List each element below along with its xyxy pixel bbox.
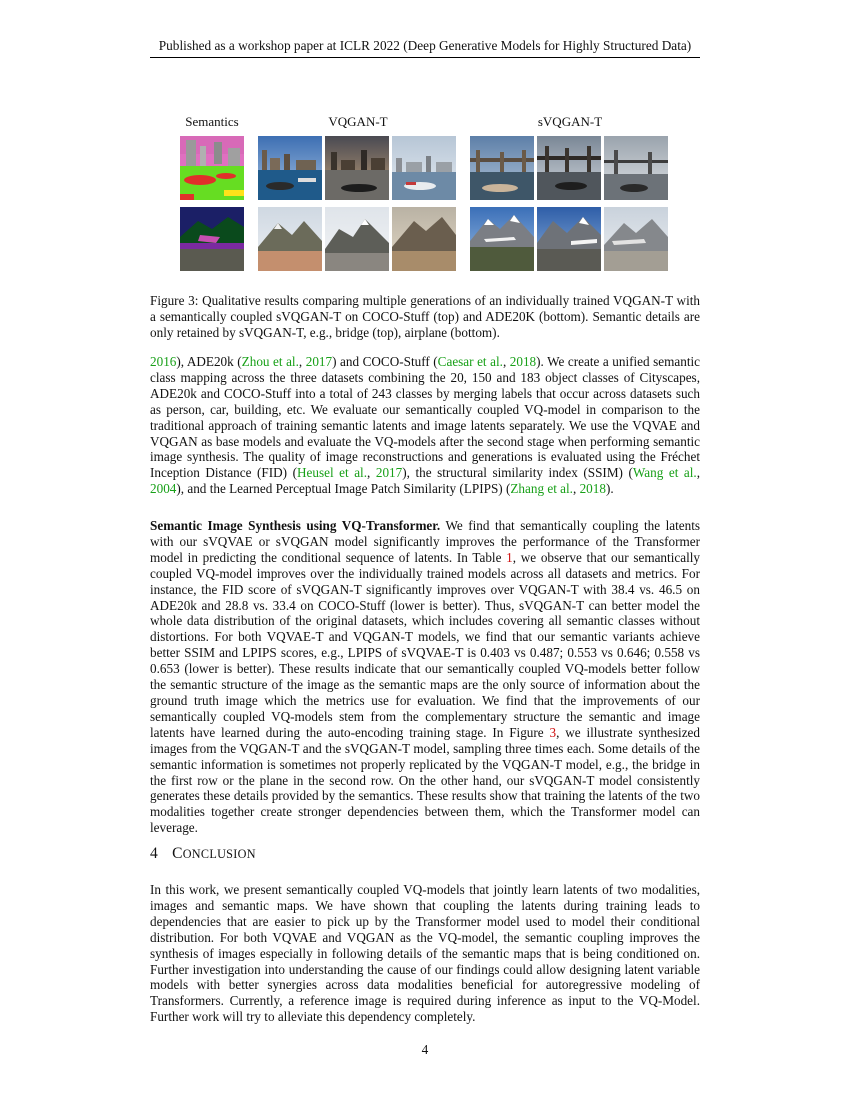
citation-link[interactable]: Zhou et al.	[241, 354, 299, 369]
vqgan-sample-1-row-1	[258, 136, 322, 200]
svqgan-sample-1-row-1	[470, 136, 534, 200]
citation-link[interactable]: 2017	[375, 465, 403, 481]
figure-label-svqgan: sVQGAN-T	[537, 114, 603, 129]
citation-link[interactable]: 2018	[579, 481, 606, 497]
citation-link[interactable]: 2016	[150, 354, 177, 369]
citation-link[interactable]: 2017	[305, 354, 333, 369]
vqgan-sample-3-row-2	[392, 207, 456, 271]
citation-link[interactable]: Heusel et al.	[296, 465, 368, 481]
figure-label-vqgan: VQGAN-T	[328, 114, 388, 129]
paragraph-heading: Semantic Image Synthesis using VQ-Transformer.	[150, 518, 441, 533]
vqgan-sample-2-row-1	[325, 136, 389, 200]
vqgan-sample-3-row-1	[392, 136, 456, 200]
citation-link[interactable]: Caesar et al.	[437, 354, 503, 369]
semantic-map-coco	[180, 136, 244, 200]
table-ref-link[interactable]: 1	[506, 549, 513, 565]
citation-link[interactable]: Wang et al.	[632, 465, 697, 481]
figure-caption: Figure 3: Qualitative results comparing multiple generations of an individually trained VQGAN-T with a semantically coupled sVQGAN-T on COCO-Stuff (top) and ADE20K (bottom). Semantic details are only retained by sVQGAN-T, e.g., bridge (top), airplane (bottom).	[150, 293, 700, 340]
paragraph-conclusion: In this work, we present semantically coupled VQ-models that jointly learn latents of two modalities, images and semantic maps. We have shown that coupling the latents during training leads to dependencies that are easier to pick up by the Transformer model used to model their conditional distribution. For both VQVAE and VQGAN as the VQ-model, the semantic coupling improves the synthesis of images especially in following details of the semantic maps that is being conditioned on. Further investigation into understanding the cause of our findings could allow designing latent variable models with better synergies across data modalities beneficial for autoregressive modeling of Transformers. Currently, a reference image is required during inference as input to the VQ-Model. Further work will try to alleviate this dependency completely.	[150, 882, 700, 1025]
figure-label-semantics: Semantics	[185, 114, 239, 129]
svqgan-sample-2-row-1	[537, 136, 601, 200]
paragraph-semantic-synthesis: Semantic Image Synthesis using VQ-Transformer. We find that semantically coupling the latents with our sVQVAE or sVQGAN model significantly improves the performance of the Transformer model in predicting the conditional sequence of latents. In Table 1, we observe that our semantically coupled VQ-model improves over the individually trained models across all datasets and metrics. For instance, the FID score of sVQGAN-T significantly improves over VQGAN-T with 38.4 vs. 46.5 on ADE20k and 28.8 vs. 33.4 on COCO-Stuff (lower is better). Thus, sVQGAN-T can better model the whole data distribution of the original datasets, which includes covering all semantic classes without distortions. For both VQVAE-T and VQGAN-T models, we find that our semantic variants achieve better SSIM and LPIPS scores, e.g., LPIPS of sVQVAE-T is 0.403 vs 0.487; 0.553 vs 0.646; 0.558 vs 0.653 (lower is better). These results indicate that our semantically coupled VQ-models better follow the semantic structure of the image as the semantic maps are the only source of information about the ground truth image which the metrics use for evaluation. We find that the improvements of our semantically coupled VQ-models stem from the complementary structure the semantic and image latents have learned during the auto-encoding training stage. In Figure 3, we illustrate synthesized images from the VQGAN-T and the sVQGAN-T model, sampling three times each. Some details of the semantic information is sometimes not properly replicated by the VQGAN-T model, e.g., the bridge in the first row or the plane in the second row. On the other hand, our sVQGAN-T model consistently generates these details provided by the semantics. These results show that training the latents of the two modalities together create stronger dependencies between them, which the Transformer model can leverage.	[150, 518, 700, 836]
paragraph-datasets: 2016), ADE20k (Zhou et al., 2017) and COCO-Stuff (Caesar et al., 2018). We create a unified semantic class mapping across the three datasets combining the 20, 150 and 183 object classes of Cityscapes, ADE20k and COCO-Stuff into a total of 243 classes by merging labels that occur across datasets such as person, car, building, etc. We evaluate our semantically coupled VQ-model in comparison to the traditional approach of training semantic latents and image latents separately. We use the VQVAE and VQGAN as base models and evaluate the VQ-models after the second stage when performing semantic image synthesis. The quality of image reconstructions and generations is evaluated using the Fréchet Inception Distance (FID) (Heusel et al., 2017), the structural similarity index (SSIM) (Wang et al., 2004), and the Learned Perceptual Image Patch Similarity (LPIPS) (Zhang et al., 2018).	[150, 354, 701, 497]
svqgan-sample-3-row-1	[604, 136, 668, 200]
page-number: 4	[421, 1042, 429, 1057]
citation-link[interactable]: Zhang et al.	[510, 481, 573, 497]
svqgan-sample-1-row-2	[470, 207, 534, 271]
section-number: 4	[150, 845, 159, 862]
vqgan-sample-1-row-2	[258, 207, 322, 271]
svqgan-sample-2-row-2	[537, 207, 601, 271]
running-header: Published as a workshop paper at ICLR 2022 (Deep Generative Models for Highly Structured Data)	[150, 37, 700, 58]
citation-link[interactable]: 2018	[509, 354, 537, 369]
semantic-map-ade20k	[180, 207, 244, 271]
vqgan-sample-2-row-2	[325, 207, 389, 271]
citation-link[interactable]: 2004	[150, 481, 177, 497]
section-heading: 4 CONCLUSION	[150, 845, 256, 862]
svqgan-sample-3-row-2	[604, 207, 668, 271]
figure-ref-link[interactable]: 3	[549, 724, 557, 740]
